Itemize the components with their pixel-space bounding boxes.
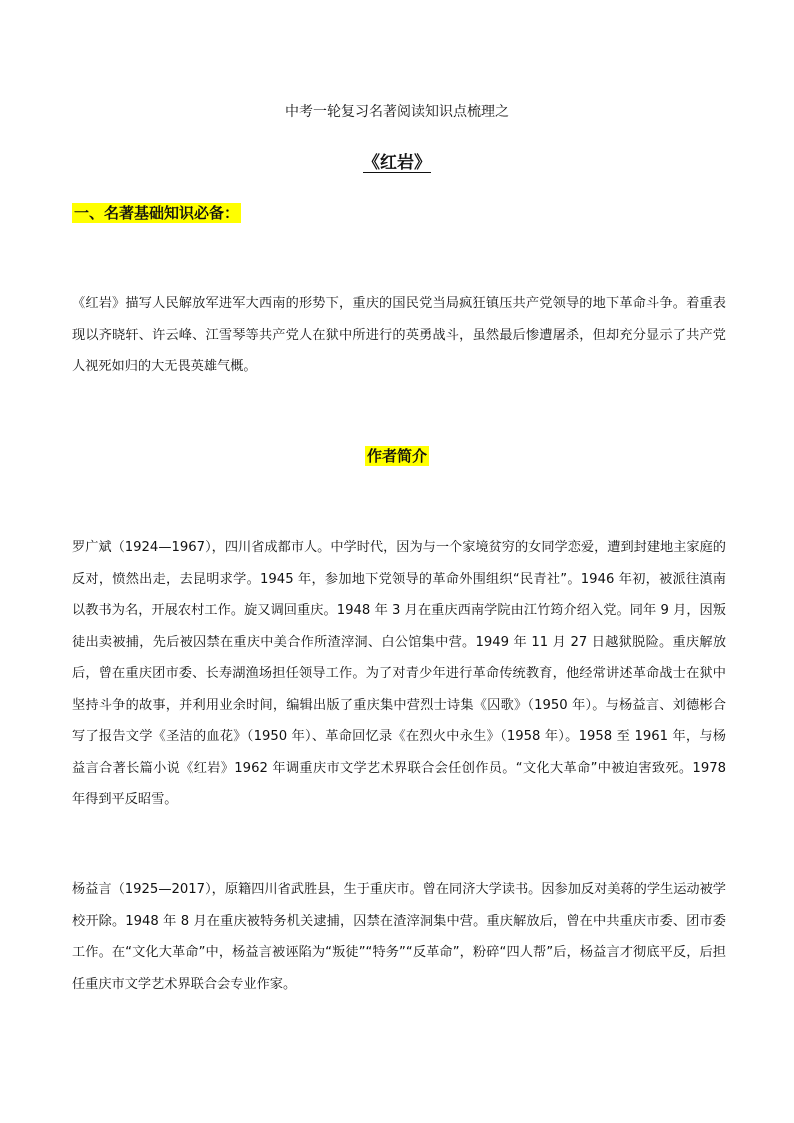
book-summary-paragraph: 《红岩》描写人民解放军进军大西南的形势下，重庆的国民党当局疯狂镇压共产党领导的地下革命斗争。着重表现以齐晓轩、许云峰、江雪琴等共产党人在狱中所进行的英勇战斗，虽然最后惨遭屠杀，但却充分显示了共产党人视死如归的大无畏英雄气概。 (72, 296, 726, 374)
basics-heading-text: 一、名著基础知识必备： (74, 204, 240, 222)
book-title-text: 《红岩》 (363, 153, 431, 173)
author-section-heading (0, 444, 794, 468)
author-luo-paragraph: 罗广斌（1924—1967），四川省成都市人。中学时代，因为与一个家境贫穷的女同学恋爱，遭到封建地主家庭的反对，愤然出走，去昆明求学。1945 年，参加地下党领导的革命外围组织“民青社”。1946 年初，被派往滇南以教书为名，开展农村工作。旋又调回重庆。1948 年 3 月在重庆西南学院由江竹筠介绍入党。同年 9 月，因叛徒出卖被捕，先后被囚禁在重庆中美合作所渣滓洞、白公馆集中营。1949 年 11 月 27 日越狱脱险。重庆解放后，曾在重庆团市委、长寿湖渔场担任领导工作。为了对青少年进行革命传统教育，他经常讲述革命战士在狱中坚持斗争的故事，并利用业余时间，编辑出版了重庆集中营烈士诗集《囚歌》（1950 年）。与杨益言、刘德彬合写了报告文学《圣洁的血花》（1950 年）、革命回忆录《在烈火中永生》（1958 年）。1958 至 1961 年，与杨益言合著长篇小说《红岩》1962 年调重庆市文学艺术界联合会任创作员。“文化大革命”中被迫害致死。1978 年得到平反昭雪。 (72, 540, 726, 807)
author-heading-text: 作者简介 (366, 447, 427, 465)
document-subtitle (0, 102, 794, 122)
book-title (0, 150, 794, 176)
author-yang-paragraph: 杨益言（1925—2017），原籍四川省武胜县，生于重庆市。曾在同济大学读书。因参加反对美蒋的学生运动被学校开除。1948 年 8 月在重庆被特务机关逮捕，囚禁在渣滓洞集中营。重庆解放后，曾在中共重庆市委、团市委工作。在“文化大革命”中，杨益言被诬陷为“叛徒”“特务”“反革命”，粉碎“四人帮”后，杨益言才彻底平反，后担任重庆市文学艺术界联合会专业作家。 (72, 882, 726, 992)
subtitle-text: 中考一轮复习名著阅读知识点梳理之 (285, 104, 509, 120)
basics-section-heading (72, 200, 241, 226)
